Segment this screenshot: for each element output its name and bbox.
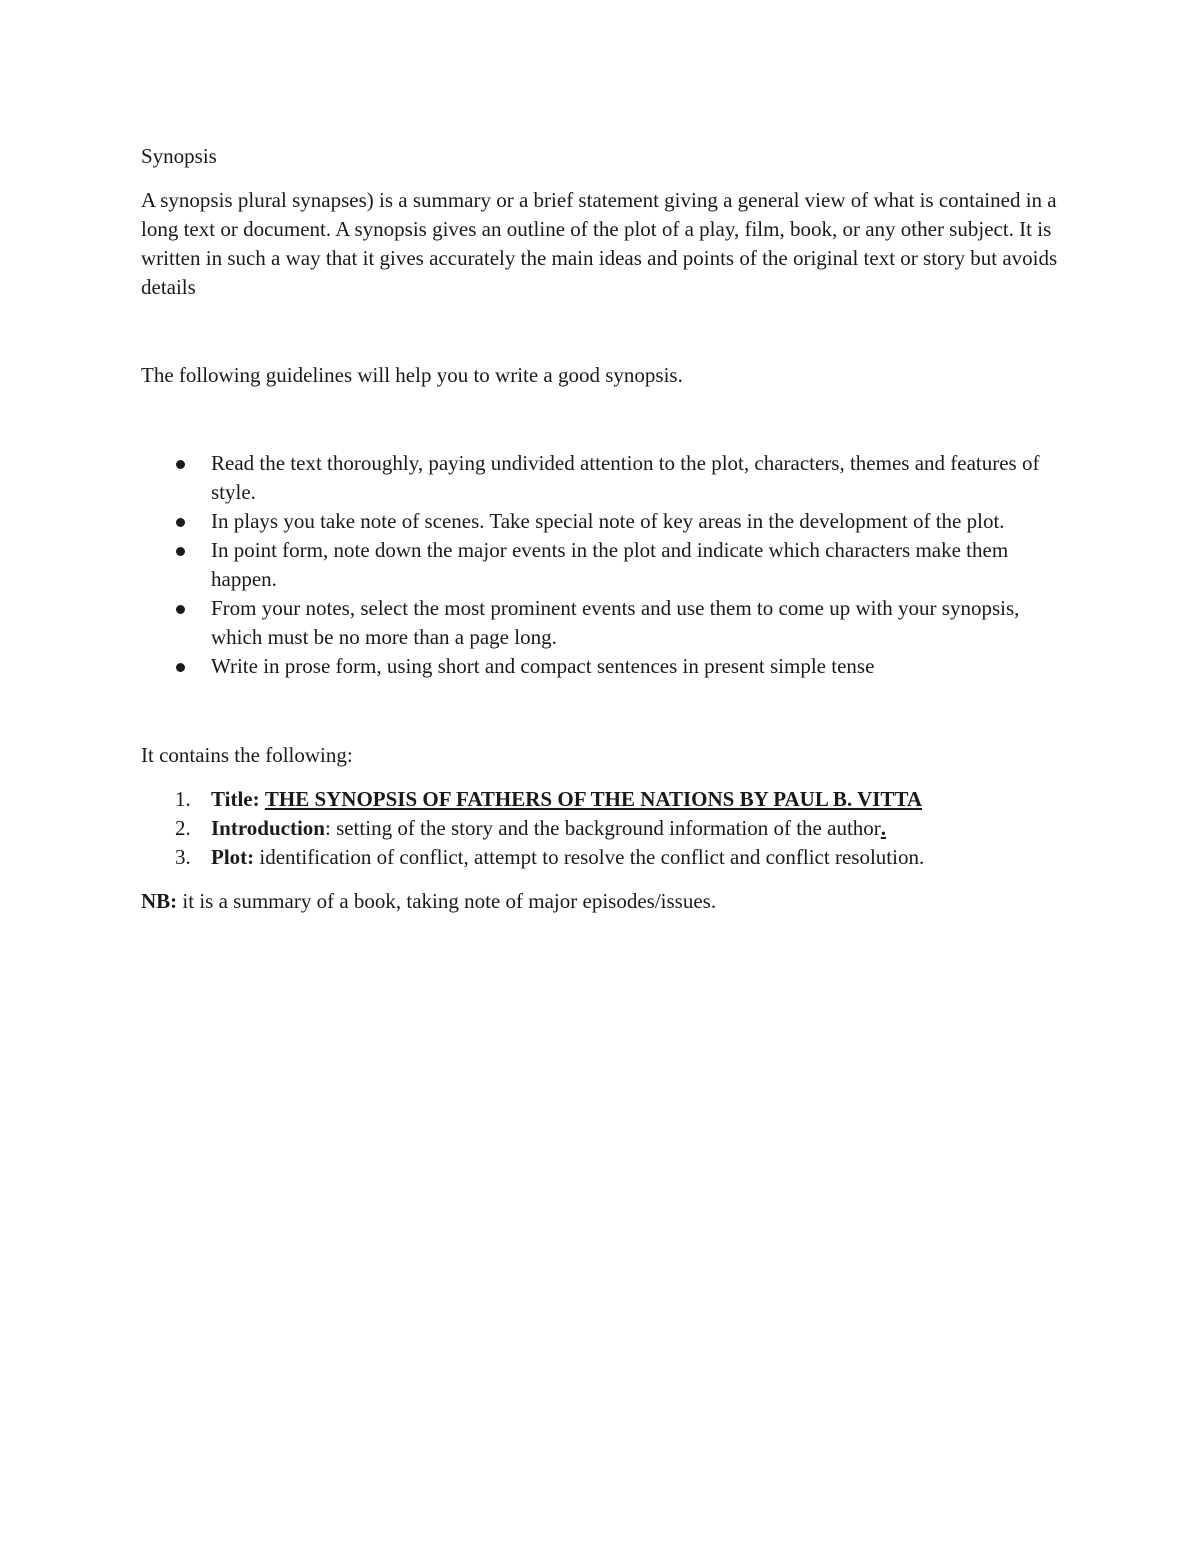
guideline-item bbox=[141, 536, 1071, 594]
guideline-item bbox=[141, 652, 1071, 681]
guideline-text: From your notes, select the most prominent events and use them to come up with your synopsis, which must be no more than a page long. bbox=[211, 596, 1020, 649]
bullet-icon bbox=[176, 547, 185, 556]
guideline-text: In plays you take note of scenes. Take special note of key areas in the development of the plot. bbox=[211, 509, 1005, 533]
guidelines-lead: The following guidelines will help you to write a good synopsis. bbox=[141, 363, 683, 387]
contents-title-value: THE SYNOPSIS OF FATHERS OF THE NATIONS BY PAUL B. VITTA bbox=[264, 787, 923, 811]
guidelines-list bbox=[141, 449, 1071, 681]
guideline-text: Write in prose form, using short and compact sentences in present simple tense bbox=[211, 654, 875, 678]
document-body bbox=[141, 142, 1071, 916]
contents-trailing: . bbox=[880, 816, 887, 840]
contains-lead: It contains the following: bbox=[141, 743, 353, 767]
nb-label: NB: bbox=[141, 889, 178, 913]
contents-item-title bbox=[141, 785, 1071, 814]
bullet-icon bbox=[176, 460, 185, 469]
list-number: 1. bbox=[175, 787, 191, 811]
bullet-icon bbox=[176, 605, 185, 614]
contents-label: Title: bbox=[211, 787, 260, 811]
contents-label: Plot: bbox=[211, 845, 255, 869]
list-number: 2. bbox=[175, 816, 191, 840]
intro-paragraph: A synopsis plural synapses) is a summary or a brief statement giving a general view of what is contained in a long text or document. A synopsis gives an outline of the plot of a play, film, book, or any other subject. It is written in such a way that it gives accurately the main ideas and points of the original text or story but avoids details bbox=[141, 188, 1058, 299]
bullet-icon bbox=[176, 663, 185, 672]
guideline-item bbox=[141, 594, 1071, 652]
contents-item-plot bbox=[141, 843, 1071, 872]
contents-list bbox=[141, 785, 1071, 872]
guideline-item bbox=[141, 449, 1071, 507]
contents-value: : setting of the story and the background information of the author bbox=[324, 816, 881, 840]
nb-note bbox=[141, 887, 1071, 916]
bullet-icon bbox=[176, 518, 185, 527]
guideline-text: In point form, note down the major events in the plot and indicate which characters make them happen. bbox=[211, 538, 1009, 591]
guideline-item bbox=[141, 507, 1071, 536]
contents-item-introduction bbox=[141, 814, 1071, 843]
list-number: 3. bbox=[175, 845, 191, 869]
contents-value: identification of conflict, attempt to resolve the conflict and conflict resolution. bbox=[259, 845, 925, 869]
document-heading: Synopsis bbox=[141, 144, 217, 168]
guideline-text: Read the text thoroughly, paying undivided attention to the plot, characters, themes and features of style. bbox=[211, 451, 1040, 504]
contents-label: Introduction bbox=[211, 816, 325, 840]
nb-text: it is a summary of a book, taking note of major episodes/issues. bbox=[182, 889, 717, 913]
